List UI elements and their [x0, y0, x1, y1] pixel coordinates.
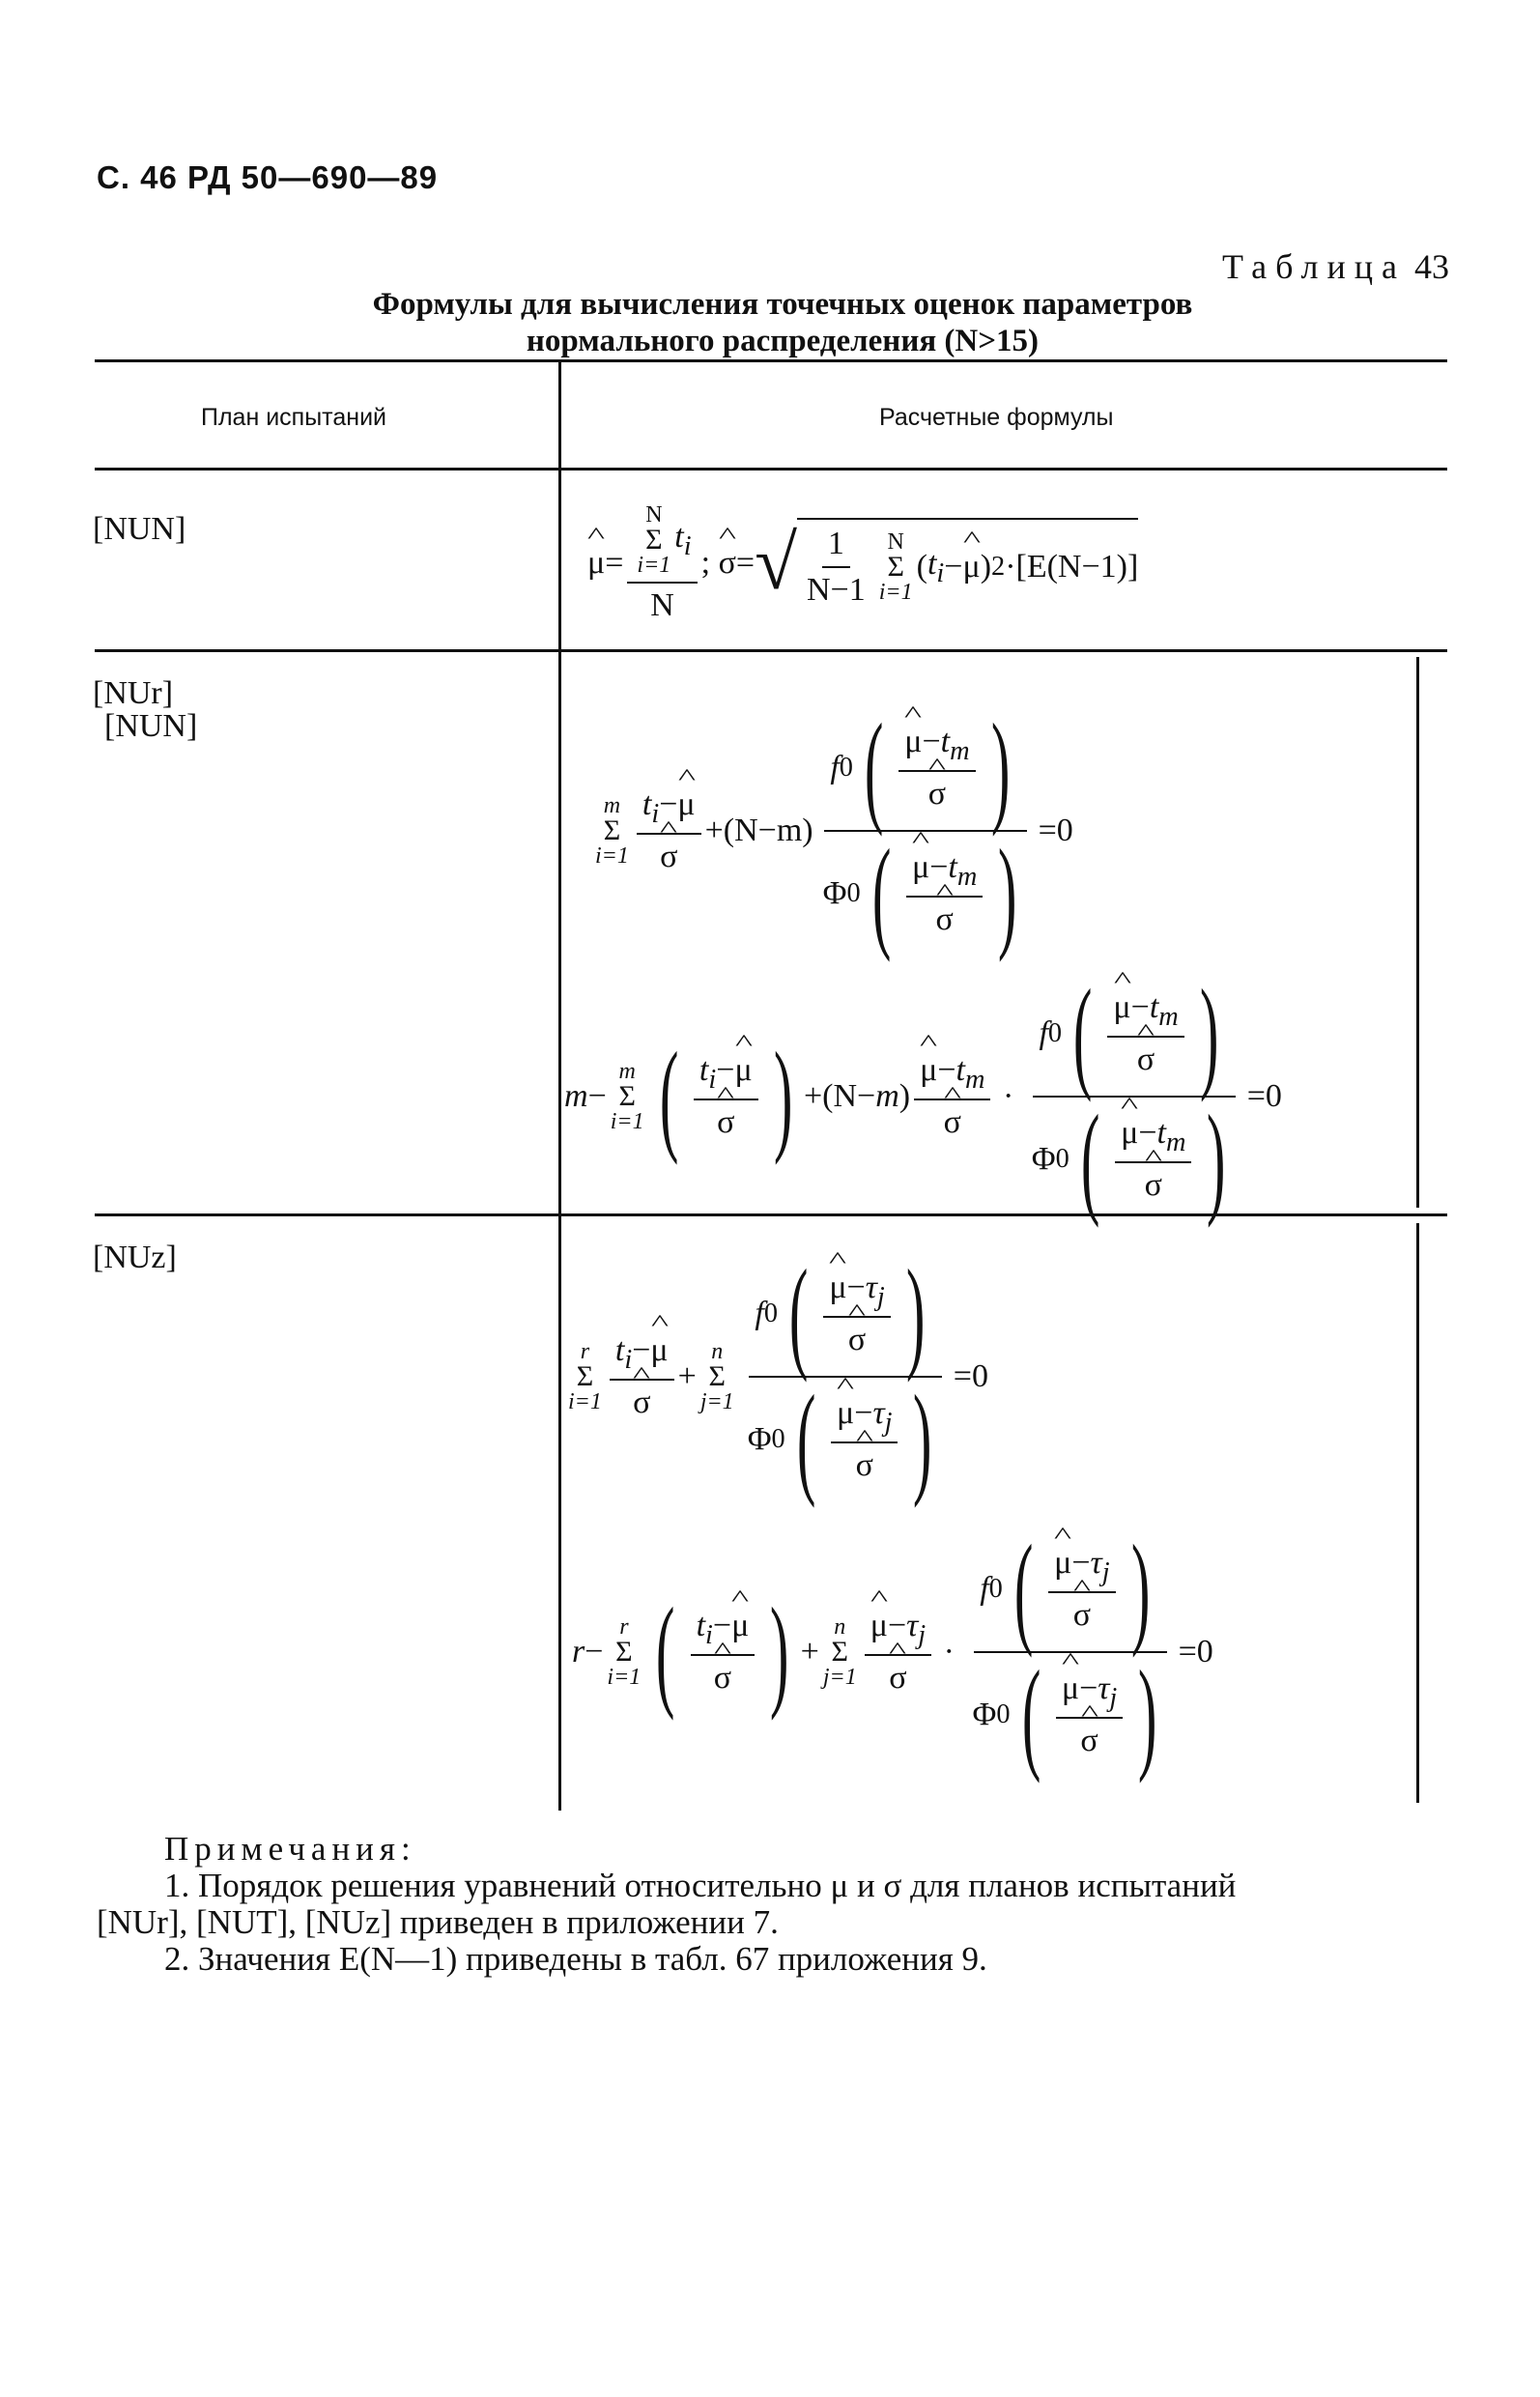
e-term: ·[E(N−1)] [1005, 549, 1139, 585]
plan-nun: [NUN] [93, 511, 186, 547]
note-1b: [NUr], [NUT], [NUz] приведен в приложении 7. [97, 1903, 779, 1941]
page-header: С. 46 РД 50—690—89 [97, 159, 439, 195]
mu-hat: ^ μ [587, 545, 605, 582]
formula-nur-1: m Σ i=1 $t_i-\^{}$ μ ^ σ +(N−m) f 0 ( ^ $\mu-t_m$ ^ σ ) Φ 0 ( ^ $\mu-t_m$ ^ σ ) =0 [591, 710, 1073, 952]
table-label-word: Таблица [1222, 247, 1406, 286]
notes [97, 1831, 1449, 1978]
table-number: 43 [1414, 247, 1449, 286]
plan-nuz: [NUz] [93, 1240, 177, 1275]
formula-nun: ^ μ = N Σ i=1 $t_i$ N ; ^ σ = √ $\frac{1}{N-1}$ N Σ i=1 ( $t_i$ − ^ μ ) 2 ·[E(N−1)] [587, 502, 1138, 624]
eq-zero-2: =0 [1246, 1078, 1282, 1114]
plan-nun-2: [NUN] [104, 708, 198, 744]
column-header-plan: План испытаний [201, 404, 386, 431]
right-brace-nur [1416, 657, 1419, 1208]
header-bottom-rule [95, 468, 1447, 471]
note-2: 2. Значения E(N—1) приведены в табл. 67 приложения 9. [164, 1940, 987, 1978]
eq-zero-4: =0 [1178, 1634, 1213, 1669]
row-divider-1 [95, 649, 1447, 652]
eq-zero-1: =0 [1038, 813, 1073, 848]
formula-nur-2: m − m Σ i=1 ( $t_i-\^{}$ μ ^ σ ) +(N− m ) ^ $\mu-t_m$ ^ σ · f 0 ( ^ $\mu-t_m$ ^ σ ) Φ 0 ( ^ $\mu-t_m$ ^ σ ) =0 [564, 976, 1282, 1217]
right-brace-nuz [1416, 1223, 1419, 1803]
note-1a: 1. Порядок решения уравнений относительно μ и σ для планов испытаний [164, 1867, 1237, 1904]
table-label [1222, 246, 1449, 287]
eq-zero-3: =0 [953, 1358, 988, 1394]
notes-title: Примечания: [164, 1830, 416, 1868]
table-title-line1: Формулы для вычисления точечных оценок параметров [372, 287, 1193, 322]
table-title-line2: нормального распределения (N>15) [526, 324, 1040, 358]
column-divider [558, 361, 561, 1811]
n-minus-one: N−1 [807, 572, 866, 608]
formula-nuz-2: r − r Σ i=1 ( $t_i-\^{}$ μ ^ σ ) + n Σ j=1 ^ $\mu-\tau_j$ ^ σ · f 0 ( ^ $\mu-\tau_j$ ^ σ ) Φ 0 ( ^ $\mu-\tau_j$ ^ σ ) =0 [572, 1531, 1213, 1773]
formula-nuz-1: r Σ i=1 $t_i-\^{}$ μ ^ σ + n Σ j=1 f 0 ( ^ $\mu-\tau_j$ ^ σ ) Φ 0 ( ^ $\mu-\tau_j$ ^ σ ) =0 [564, 1256, 988, 1498]
table-top-rule [95, 359, 1447, 362]
sigma-hat: ^ σ [719, 545, 736, 582]
n-minus-m: +(N−m) [704, 813, 813, 848]
column-header-formulas: Расчетные формулы [879, 404, 1114, 431]
plan-nur: [NUr] [93, 675, 174, 711]
mean-fraction: N Σ i=1 $t_i$ N [627, 502, 697, 624]
